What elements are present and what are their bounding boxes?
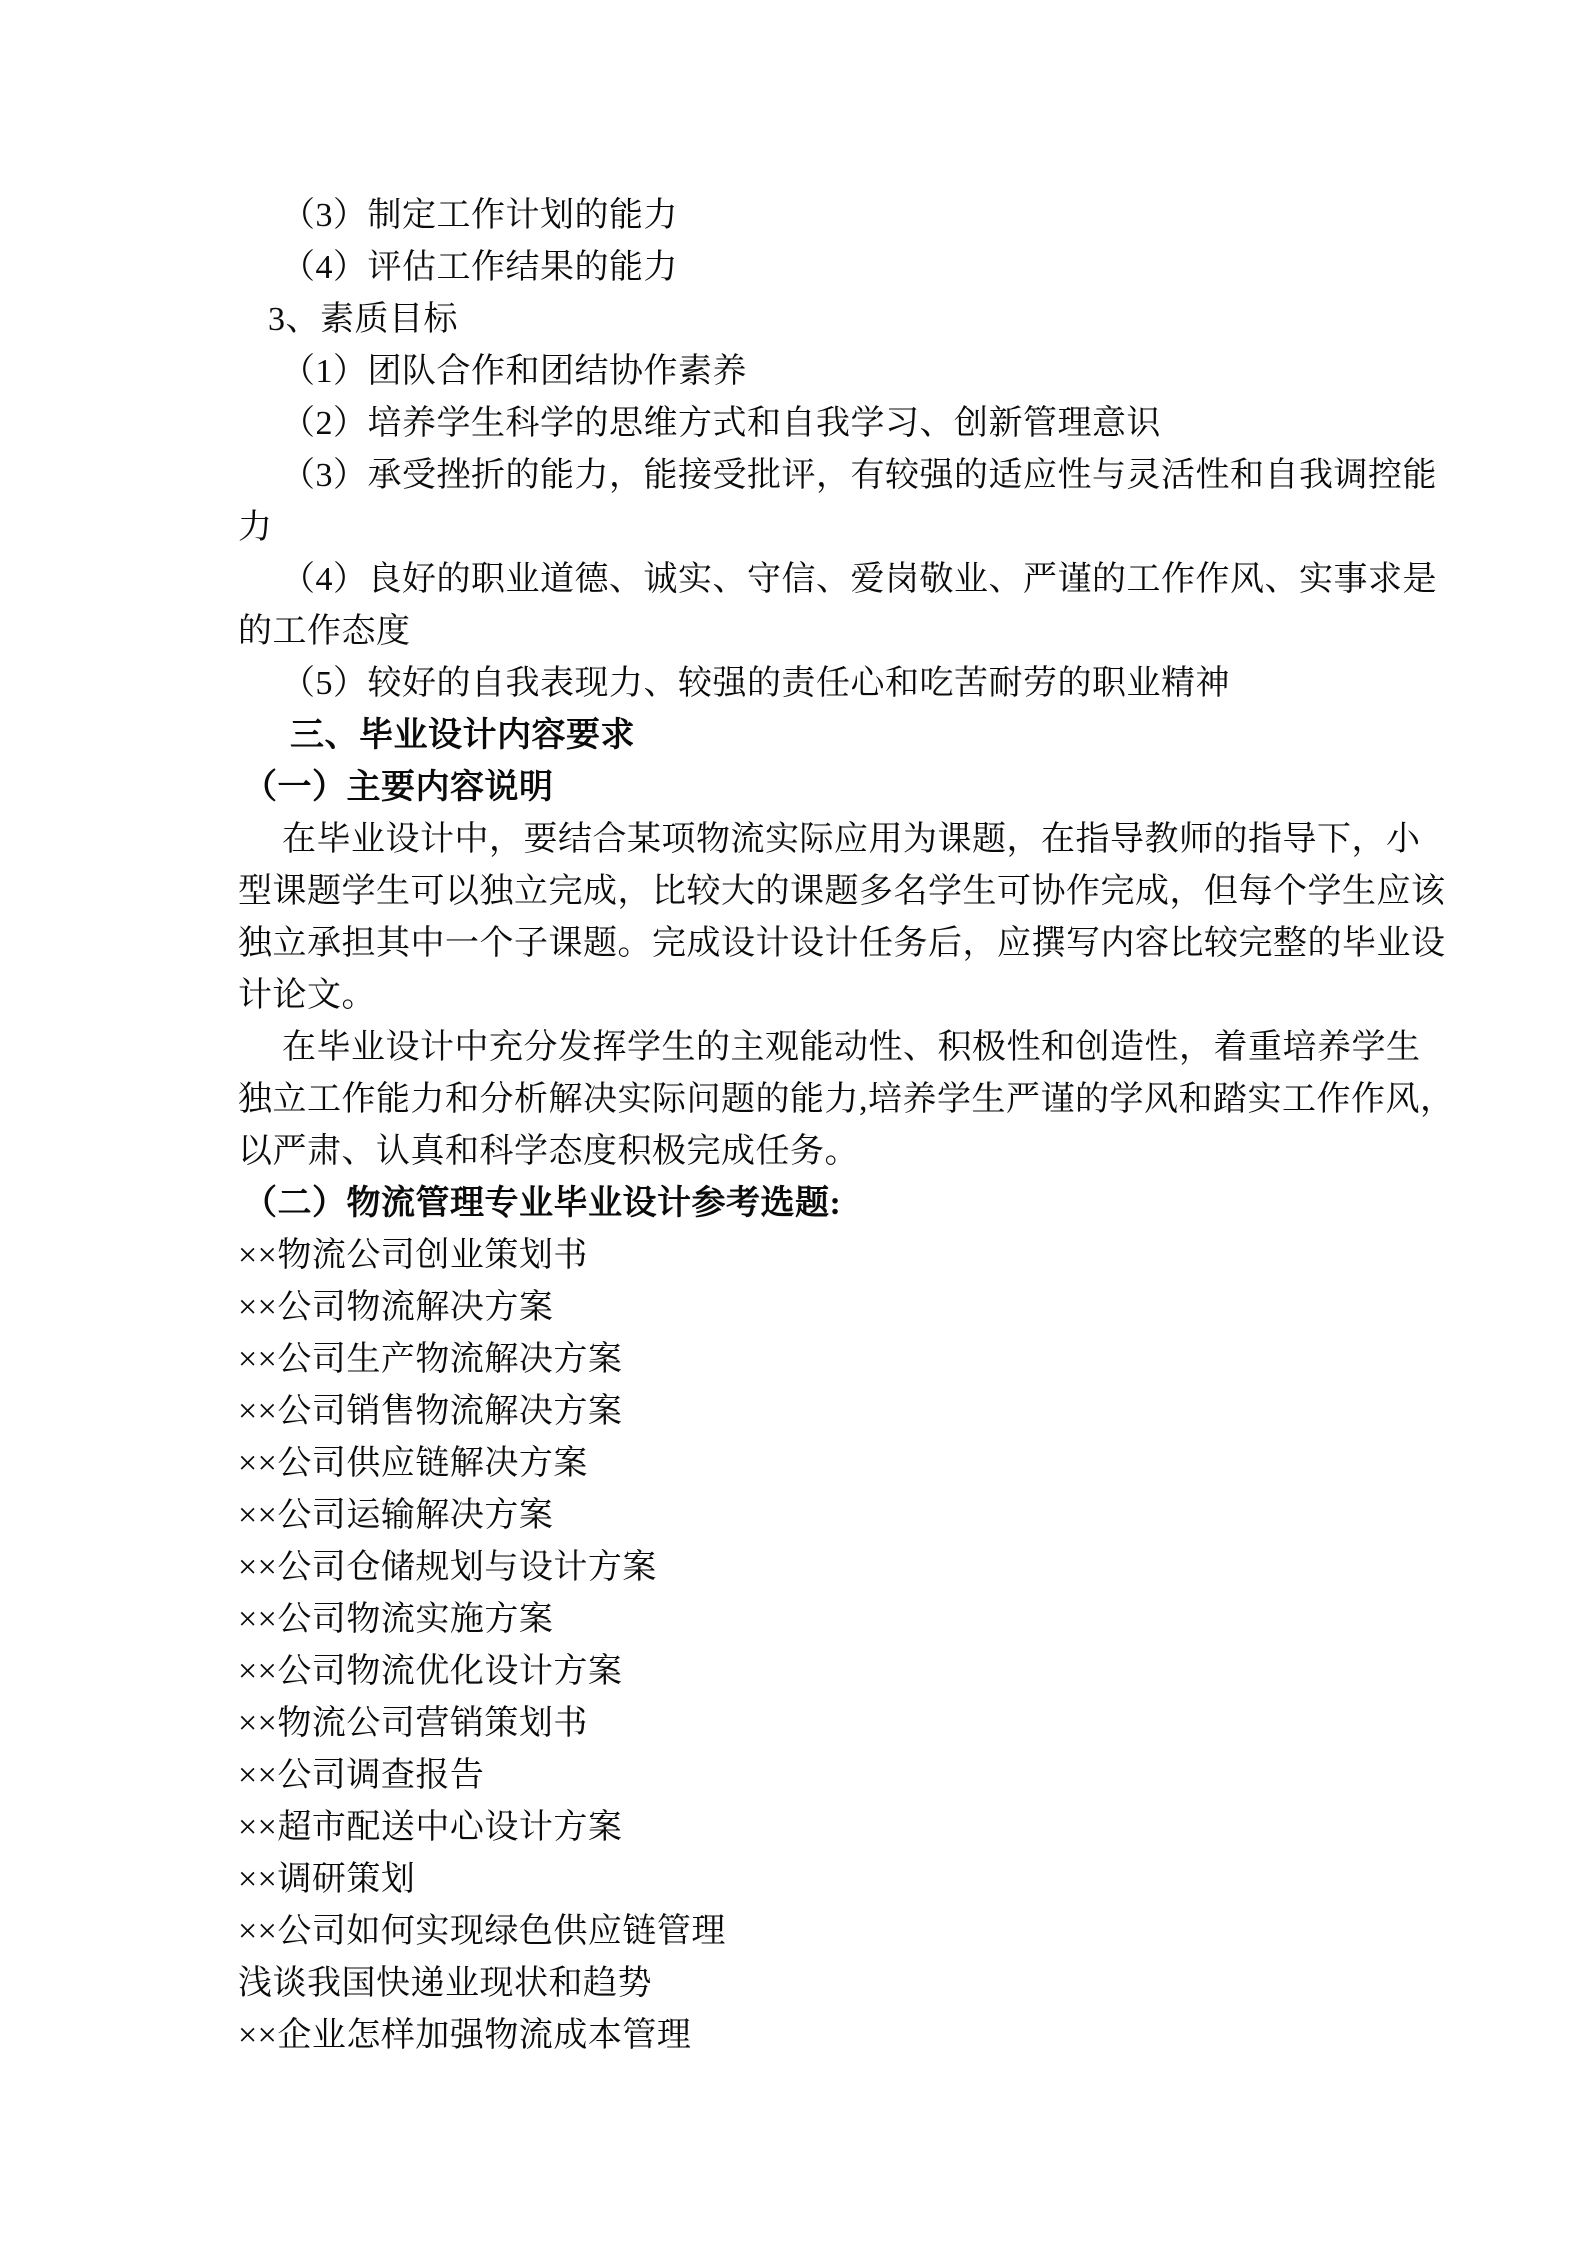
numbered-subheading: 3、素质目标 [268,301,458,338]
paragraph-line: 以严肃、认真和科学态度积极完成任务。 [238,1133,859,1170]
topic-list-line: ××公司生产物流解决方案 [238,1341,623,1378]
sub-point-line: （4）良好的职业道德、诚实、守信、爱岗敬业、严谨的工作作风、实事求是 [281,561,1437,598]
sub-point-line: （1）团队合作和团结协作素养 [281,353,747,390]
topic-list-line: ××公司物流优化设计方案 [238,1653,623,1690]
topic-list-line: ××调研策划 [238,1861,416,1898]
topic-list-line: ××公司调查报告 [238,1757,485,1794]
paragraph-line: 独立工作能力和分析解决实际问题的能力,培养学生严谨的学风和踏实工作作风， [238,1081,1455,1118]
topic-list-line: ××超市配送中心设计方案 [238,1809,623,1846]
paragraph-line: 在毕业设计中充分发挥学生的主观能动性、积极性和创造性，着重培养学生 [282,1029,1421,1066]
wrapped-text-line: 的工作态度 [238,613,411,650]
topic-list-line: 浅谈我国快递业现状和趋势 [238,1965,652,2002]
sub-point-line: （2）培养学生科学的思维方式和自我学习、创新管理意识 [281,405,1161,442]
paragraph-line: 型课题学生可以独立完成，比较大的课题多名学生可协作完成，但每个学生应该 [238,873,1446,910]
section-heading: 三、毕业设计内容要求 [290,717,635,754]
sub-point-line: （4）评估工作结果的能力 [281,249,678,286]
topic-list-line: ××公司物流解决方案 [238,1289,554,1326]
topic-list-line: ××物流公司营销策划书 [238,1705,588,1742]
subsection-heading: （二）物流管理专业毕业设计参考选题: [243,1185,842,1222]
topic-list-line: ××公司仓储规划与设计方案 [238,1549,657,1586]
wrapped-text-line: 力 [238,509,273,546]
paragraph-line: 独立承担其中一个子课题。完成设计设计任务后，应撰写内容比较完整的毕业设 [238,925,1446,962]
sub-point-line: （5）较好的自我表现力、较强的责任心和吃苦耐劳的职业精神 [281,665,1230,702]
topic-list-line: ××公司运输解决方案 [238,1497,554,1534]
topic-list-line: ××物流公司创业策划书 [238,1237,588,1274]
topic-list-line: ××公司如何实现绿色供应链管理 [238,1913,726,1950]
topic-list-line: ××公司物流实施方案 [238,1601,554,1638]
topic-list-line: ××企业怎样加强物流成本管理 [238,2017,692,2054]
document-content [238,190,1463,2062]
paragraph-line: 在毕业设计中，要结合某项物流实际应用为课题，在指导教师的指导下，小 [282,821,1421,858]
topic-list-line: ××公司供应链解决方案 [238,1445,588,1482]
paragraph-line: 计论文。 [238,977,376,1014]
topic-list-line: ××公司销售物流解决方案 [238,1393,623,1430]
sub-point-line: （3）制定工作计划的能力 [281,197,678,234]
sub-point-line: （3）承受挫折的能力，能接受批评，有较强的适应性与灵活性和自我调控能 [281,457,1437,494]
subsection-heading: （一）主要内容说明 [243,769,554,806]
